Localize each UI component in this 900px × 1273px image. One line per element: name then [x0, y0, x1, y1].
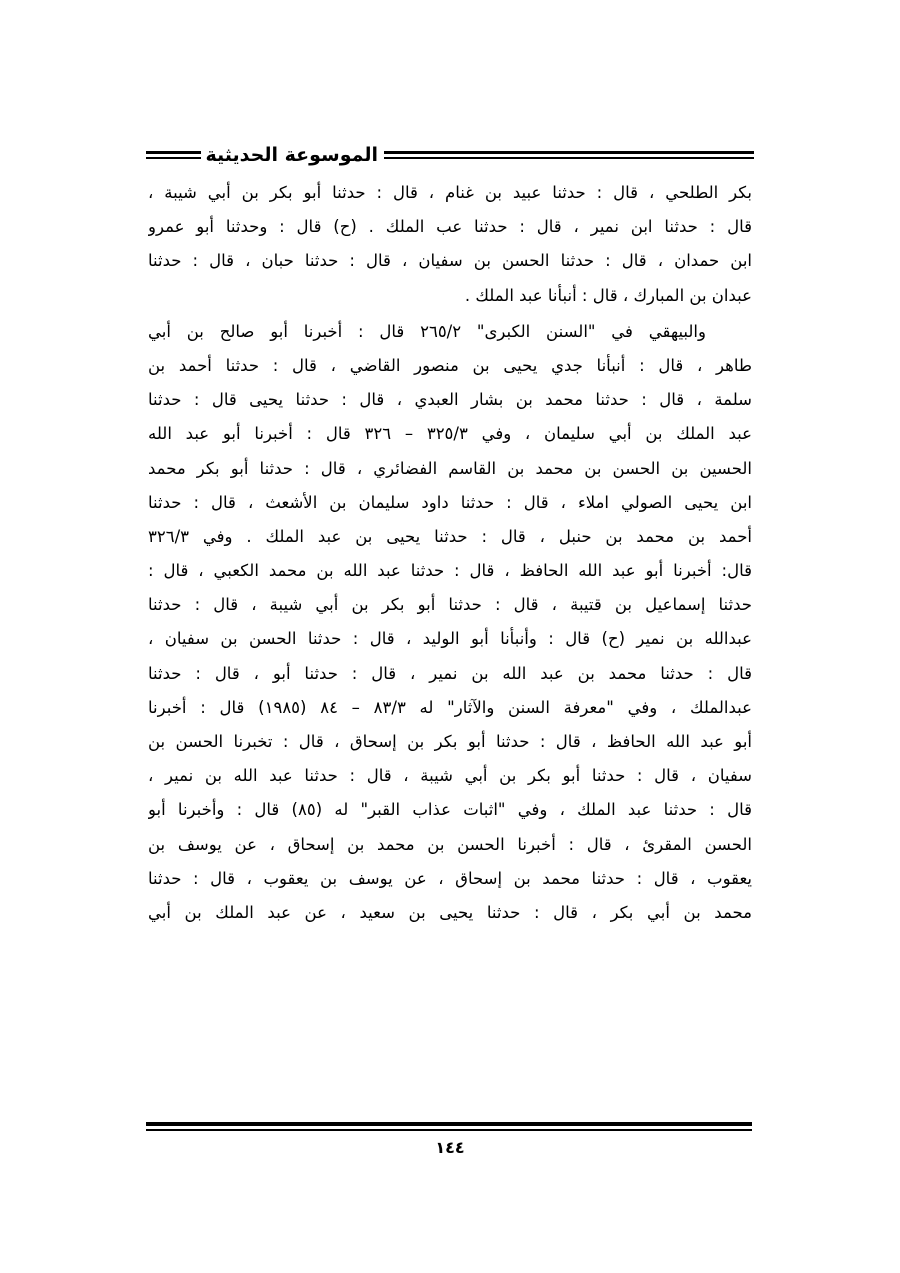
text-line: بكر الطلحي ، قال : حدثنا عبيد بن غنام ، قال : حدثنا أبو بكر بن أبي شيبة ، [148, 183, 752, 202]
text-line: أحمد بن محمد بن حنبل ، قال : حدثنا يحيى بن عبد الملك . وفي ٣٢٦/٣ [148, 526, 752, 546]
text-line: قال : حدثنا عبد الملك ، وفي "اثبات عذاب القبر" له (٨٥) قال : وأخبرنا أبو [148, 800, 752, 820]
text-line: عبدان بن المبارك ، قال : أنبأنا عبد الملك . [464, 285, 752, 305]
body-text [148, 176, 752, 930]
text-line: أبو عبد الله الحافظ ، قال : حدثنا أبو بكر بن إسحاق ، قال : تخبرنا الحسن بن [148, 732, 752, 751]
text-line: قال: أخبرنا أبو عبد الله الحافظ ، قال : حدثنا عبد الله بن محمد الكعبي ، قال : [148, 561, 752, 581]
text-line: عبد الملك بن أبي سليمان ، وفي ٣٢٥/٣ – ٣٢٦ قال : أخبرنا أبو عبد الله [148, 424, 752, 444]
text-line: عبدالله بن نمير (ح) قال : وأنبأنا أبو الوليد ، قال : حدثنا الحسن بن سفيان ، [148, 629, 752, 649]
text-line: سلمة ، قال : حدثنا محمد بن بشار العبدي ، قال : حدثنا يحيى قال : حدثنا [148, 390, 752, 410]
text-line: قال : حدثنا ابن نمير ، قال : حدثنا عب الملك . (ح) قال : وحدثنا أبو عمرو [148, 217, 752, 237]
text-line: الحسن المقرئ ، قال : أخبرنا الحسن بن محمد بن إسحاق ، عن يوسف بن [148, 834, 752, 854]
text-line: عبدالملك ، وفي "معرفة السنن والآثار" له ٨٣/٣ – ٨٤ (١٩٨٥) قال : أخبرنا [148, 697, 752, 717]
footer-rule [146, 1122, 752, 1131]
page-number: ١٤٤ [435, 1138, 465, 1157]
text-line: يعقوب ، قال : حدثنا محمد بن إسحاق ، عن يوسف بن يعقوب ، قال : حدثنا [148, 868, 752, 888]
text-line: ابن حمدان ، قال : حدثنا الحسن بن سفيان ، قال : حدثنا حبان ، قال : حدثنا [148, 251, 752, 271]
running-title: الموسوعة الحديثية [205, 144, 378, 166]
text-line: حدثنا إسماعيل بن قتيبة ، قال : حدثنا أبو بكر بن أبي شيبة ، قال : حدثنا [148, 595, 752, 615]
text-line: محمد بن أبي بكر ، قال : حدثنا يحيى بن سعيد ، عن عبد الملك بن أبي [148, 902, 752, 922]
page-header [146, 138, 754, 174]
text-line: سفيان ، قال : حدثنا أبو بكر بن أبي شيبة ، قال : حدثنا عبد الله بن نمير ، [148, 766, 752, 786]
text-line: قال : حدثنا محمد بن عبد الله بن نمير ، قال : حدثنا أبو ، قال : حدثنا [148, 663, 752, 683]
text-line: طاهر ، قال : أنبأنا جدي يحيى بن منصور القاضي ، قال : حدثنا أحمد بن [148, 355, 752, 375]
text-line: ابن يحيى الصولي املاء ، قال : حدثنا داود سليمان بن الأشعث ، قال : حدثنا [148, 492, 752, 512]
header-rule-right [384, 151, 754, 159]
text-line: الحسين بن الحسن بن محمد بن القاسم الفضائري ، قال : حدثنا أبو بكر محمد [148, 458, 752, 478]
text-line: والبيهقي في "السنن الكبرى" ٢٦٥/٢ قال : أخبرنا أبو صالح بن أبي [148, 321, 706, 341]
header-rule-left [146, 151, 201, 159]
